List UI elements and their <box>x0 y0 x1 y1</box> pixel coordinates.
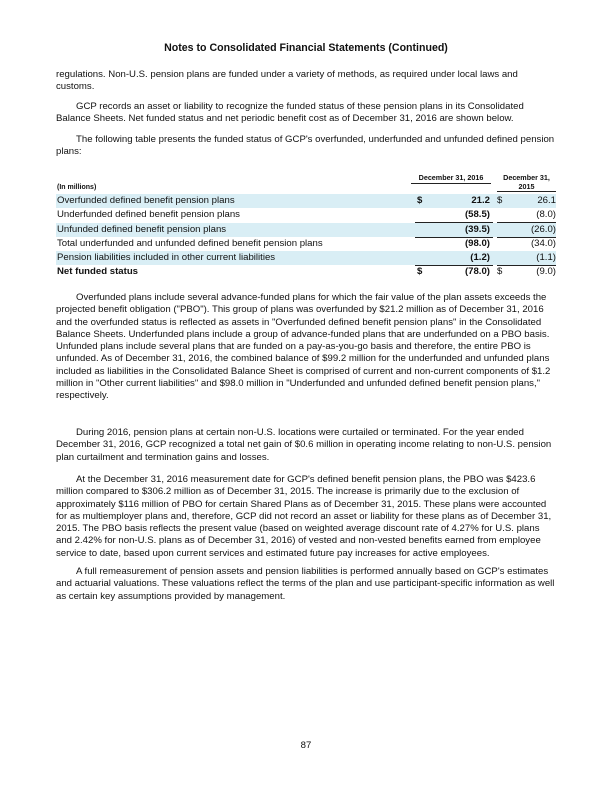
table-header-row <box>56 174 556 194</box>
row-label: Net funded status <box>57 266 139 278</box>
value-2016: (39.5) <box>464 223 490 235</box>
paragraph-funded-status-intro: GCP records an asset or liability to recognize the funded status of these pension plans in its Consolidated Balance Sheets. Net funded status and net periodic benefit cost as of December 31, 2016 are shown below. <box>56 101 524 125</box>
paragraph-overfunded-plans: Overfunded plans include several advance-funded plans for which the fair value of the plan assets exceeds the projected benefit obligation ("PBO"). This group of plans was overfunded by $21.2 million as of December 31, 2016 and the overfunded status is reflected as assets in "Overfunded defined benefit pension plans" in the Consolidated Balance Sheets. Underfunded plans include a group of advance-funded plans that are underfunded on a PBO basis. Unfunded plans include several plans that are funded on a pay-as-you-go basis and therefore, the entire PBO is unfunded. As of December 31, 2016, the combined balance of $99.2 million for the underfunded and unfunded plans included as liabilities in the Consolidated Balance Sheet is comprised of current and non-current components of $1.2 million in "Other current liabilities" and $98.0 million in "Underfunded and unfunded defined benefit pension plans," respectively. <box>56 292 551 402</box>
value-2015: (26.0) <box>530 223 556 235</box>
paragraph-table-intro: The following table presents the funded status of GCP's overfunded, underfunded and unfunded defined pension plans: <box>56 134 555 158</box>
table-row <box>56 208 556 222</box>
value-2016: (1.2) <box>470 252 490 264</box>
funded-status-table <box>56 174 556 280</box>
table-row-total <box>56 265 556 279</box>
row-label: Unfunded defined benefit pension plans <box>57 223 227 235</box>
value-2015: (1.1) <box>536 252 556 264</box>
row-label: Underfunded defined benefit pension plans <box>57 209 240 221</box>
value-2015: (8.0) <box>536 209 556 221</box>
row-label: Overfunded defined benefit pension plans <box>57 195 235 206</box>
table-row <box>56 237 556 251</box>
currency-symbol: $ <box>417 195 423 206</box>
paragraph-curtailment: During 2016, pension plans at certain non-U.S. locations were curtailed or terminated. For the year ended December 31, 2016, GCP recognized a total net gain of $0.6 million in operating income relating to non-U.S. pension plan curtailment and termination gains and losses. <box>56 427 552 463</box>
value-2016: 21.2 <box>471 195 490 206</box>
table-row <box>56 194 556 208</box>
value-2015: (9.0) <box>536 266 556 278</box>
currency-symbol: $ <box>497 195 503 206</box>
table-row <box>56 223 556 237</box>
row-label: Pension liabilities included in other current liabilities <box>57 252 276 264</box>
currency-symbol: $ <box>497 266 503 278</box>
row-label: Total underfunded and unfunded defined benefit pension plans <box>57 237 323 249</box>
column-header-2016: December 31, 2016 <box>411 174 491 184</box>
table-unit-label: (In millions) <box>57 184 97 191</box>
value-2016: (58.5) <box>464 209 490 221</box>
value-2016: (98.0) <box>464 237 490 249</box>
column-header-2015: December 31, 2015 <box>497 174 556 192</box>
value-2016: (78.0) <box>464 266 490 278</box>
paragraph-continuation: regulations. Non-U.S. pension plans are funded under a variety of methods, as required under local laws and customs. <box>56 69 518 93</box>
table-row <box>56 251 556 265</box>
paragraph-remeasurement: A full remeasurement of pension assets and pension liabilities is performed annually based on GCP's estimates and actuarial valuations. These valuations reflect the terms of the plan and use participant-specific information as well as certain key assumptions provided by management. <box>56 566 555 602</box>
page-number: 87 <box>300 740 312 751</box>
value-2015: (34.0) <box>530 237 556 249</box>
currency-symbol: $ <box>417 266 423 278</box>
paragraph-pbo-measurement: At the December 31, 2016 measurement date for GCP's defined benefit pension plans, the PBO was $423.6 million compared to $306.2 million as of December 31, 2015. The increase is primarily due to the exclusion of approximately $116 million of PBO for certain Shared Plans as of December 31, 2015. These plans were accounted for as multiemployer plans and, therefore, GCP did not record an asset or liability for these plans as of December 31, 2015. The PBO basis reflects the present value (based on weighted average discount rate of 4.27% for U.S. plans and 2.42% for non-U.S. plans as of December 31, 2016) of vested and non-vested benefits earned from employee service to date, based upon current services and estimated future pay increases for active employees. <box>56 474 552 559</box>
value-2015: 26.1 <box>537 195 556 206</box>
page-title: Notes to Consolidated Financial Statements (Continued) <box>164 42 448 54</box>
